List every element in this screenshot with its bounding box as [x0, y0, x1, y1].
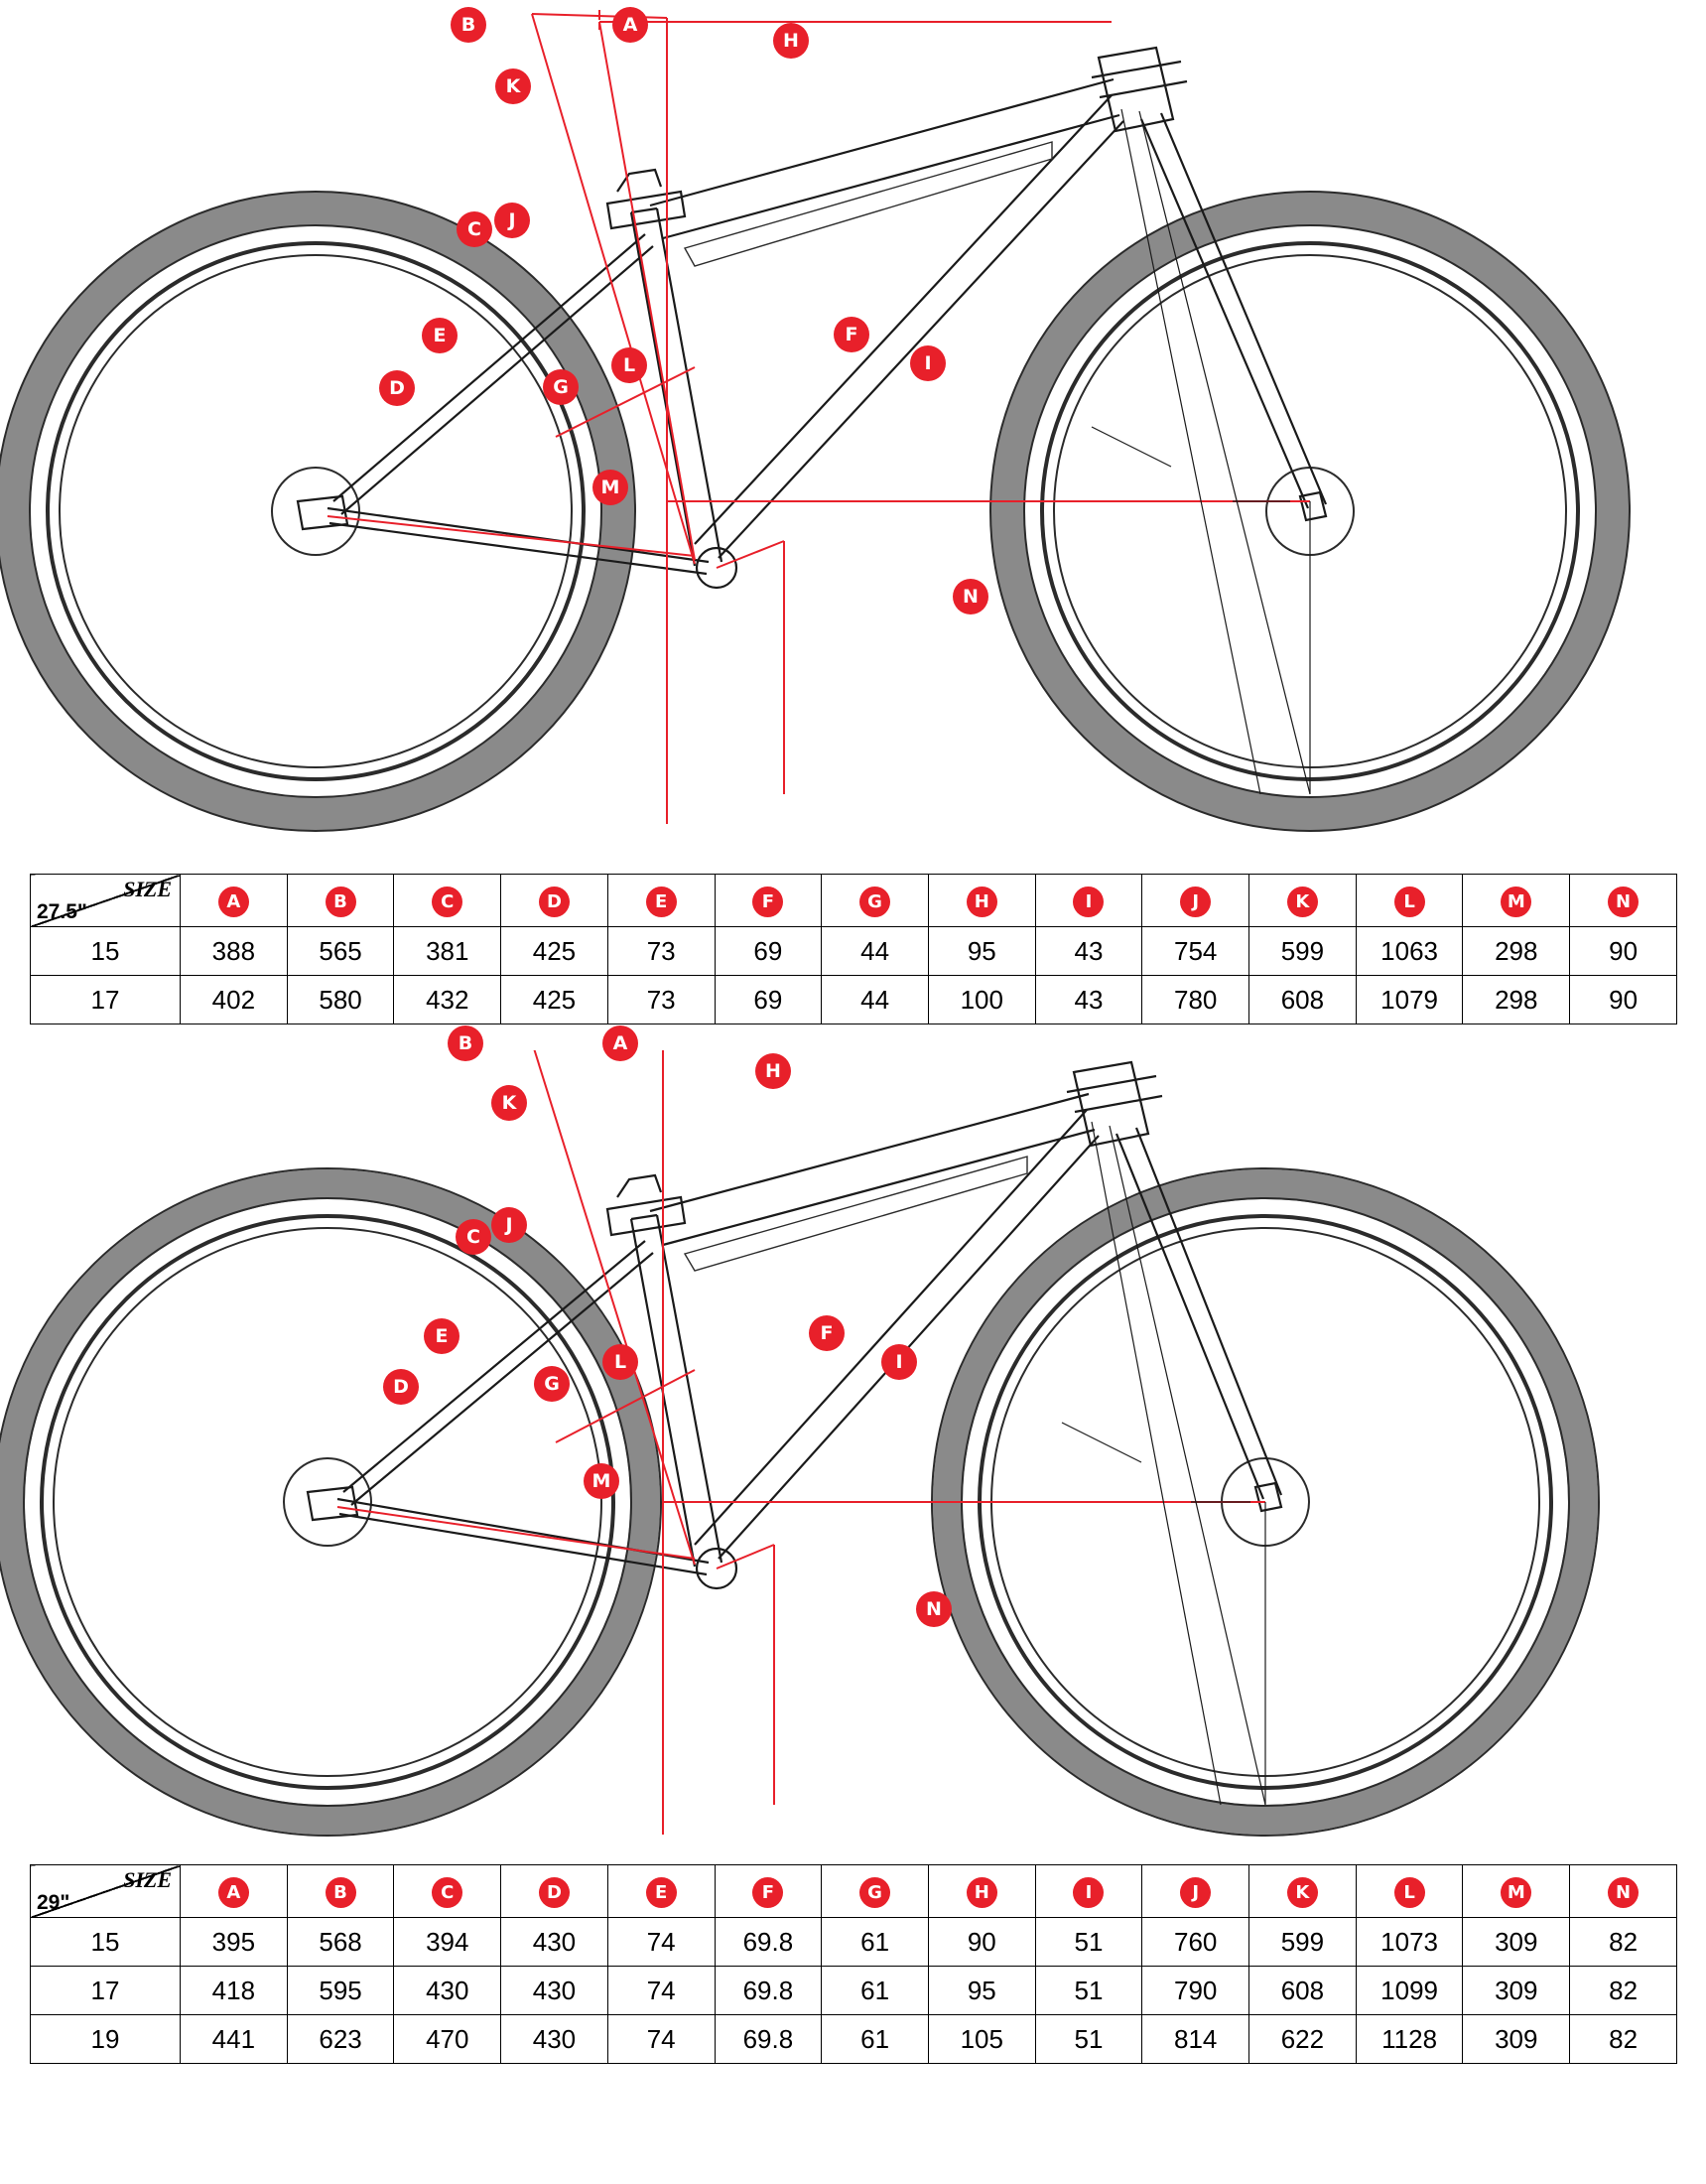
- callout-D: D: [380, 371, 414, 405]
- cell: 69.8: [715, 1918, 822, 1967]
- cell: 82: [1570, 1918, 1677, 1967]
- col-header-G: G: [822, 875, 929, 927]
- cell: 69: [715, 927, 822, 976]
- row-size: 15: [31, 1918, 181, 1967]
- measure-lines-275: [328, 10, 1310, 824]
- cell: 95: [928, 927, 1035, 976]
- cell: 95: [928, 1967, 1035, 2015]
- cell: 51: [1035, 1918, 1142, 1967]
- cell: 100: [928, 976, 1035, 1024]
- cell: 394: [394, 1918, 501, 1967]
- cell: 309: [1463, 1967, 1570, 2015]
- callout-N: N: [954, 580, 987, 614]
- col-header-F: F: [715, 1865, 822, 1918]
- col-header-G: G: [822, 1865, 929, 1918]
- section-spacer: [0, 1024, 1706, 1050]
- row-size: 15: [31, 927, 181, 976]
- cell: 425: [501, 976, 608, 1024]
- col-header-C: C: [394, 1865, 501, 1918]
- table-row: [31, 2015, 1677, 2064]
- col-header-L: L: [1356, 875, 1463, 927]
- geometry-section-275: [0, 0, 1706, 1024]
- bike-drawing-275: [0, 0, 1706, 874]
- geometry-table-29: [30, 1864, 1677, 2064]
- table-row: [31, 1918, 1677, 1967]
- geometry-section-29: [0, 1031, 1706, 2064]
- cell: 381: [394, 927, 501, 976]
- bike-diagram-29: [0, 1031, 1706, 1864]
- callout-H: H: [756, 1054, 790, 1088]
- cell: 565: [287, 927, 394, 976]
- col-header-H: H: [928, 875, 1035, 927]
- callout-D: D: [384, 1370, 418, 1404]
- cell: 608: [1249, 1967, 1357, 2015]
- callout-L: L: [612, 348, 646, 382]
- cell: 44: [822, 927, 929, 976]
- col-header-N: N: [1570, 1865, 1677, 1918]
- cell: 608: [1249, 976, 1357, 1024]
- cell: 599: [1249, 1918, 1357, 1967]
- cell: 1099: [1356, 1967, 1463, 2015]
- cell: 1073: [1356, 1918, 1463, 1967]
- cell: 441: [181, 2015, 288, 2064]
- bike-diagram-275: [0, 0, 1706, 874]
- cell: 73: [607, 927, 715, 976]
- callout-E: E: [425, 1319, 459, 1353]
- wheel-unit-label: 27.5": [37, 900, 87, 923]
- cell: 69: [715, 976, 822, 1024]
- row-size: 19: [31, 2015, 181, 2064]
- cell: 298: [1463, 976, 1570, 1024]
- cell: 430: [501, 1967, 608, 2015]
- cell: 74: [607, 1967, 715, 2015]
- cell: 623: [287, 2015, 394, 2064]
- cell: 1079: [1356, 976, 1463, 1024]
- table-header-row: [31, 1865, 1677, 1918]
- cell: 51: [1035, 1967, 1142, 2015]
- cell: 760: [1142, 1918, 1249, 1967]
- callout-I: I: [911, 346, 945, 380]
- callout-N: N: [917, 1592, 951, 1626]
- size-label: SIZE: [123, 877, 172, 901]
- cell: 90: [928, 1918, 1035, 1967]
- frame-outline-275: [298, 48, 1326, 588]
- bike-drawing-29: [0, 1050, 1706, 1864]
- cell: 90: [1570, 976, 1677, 1024]
- col-header-M: M: [1463, 1865, 1570, 1918]
- callout-A: A: [603, 1026, 637, 1060]
- cell: 568: [287, 1918, 394, 1967]
- col-header-D: D: [501, 1865, 608, 1918]
- col-header-I: I: [1035, 875, 1142, 927]
- cell: 74: [607, 1918, 715, 1967]
- cell: 1063: [1356, 927, 1463, 976]
- col-header-K: K: [1249, 1865, 1357, 1918]
- cell: 430: [501, 2015, 608, 2064]
- measure-lines-29: [337, 1050, 1265, 1835]
- col-header-N: N: [1570, 875, 1677, 927]
- col-header-D: D: [501, 875, 608, 927]
- callout-E: E: [423, 319, 457, 352]
- cell: 61: [822, 2015, 929, 2064]
- cell: 105: [928, 2015, 1035, 2064]
- table-row: [31, 976, 1677, 1024]
- callout-B: B: [452, 8, 485, 42]
- col-header-E: E: [607, 875, 715, 927]
- col-header-K: K: [1249, 875, 1357, 927]
- cell: 1128: [1356, 2015, 1463, 2064]
- row-size: 17: [31, 976, 181, 1024]
- cell: 780: [1142, 976, 1249, 1024]
- cell: 74: [607, 2015, 715, 2064]
- cell: 43: [1035, 927, 1142, 976]
- cell: 580: [287, 976, 394, 1024]
- cell: 814: [1142, 2015, 1249, 2064]
- callout-M: M: [585, 1464, 618, 1498]
- cell: 90: [1570, 927, 1677, 976]
- cell: 388: [181, 927, 288, 976]
- cell: 622: [1249, 2015, 1357, 2064]
- col-header-E: E: [607, 1865, 715, 1918]
- cell: 298: [1463, 927, 1570, 976]
- col-header-A: A: [181, 875, 288, 927]
- callout-K: K: [496, 69, 530, 103]
- cell: 470: [394, 2015, 501, 2064]
- cell: 595: [287, 1967, 394, 2015]
- cell: 61: [822, 1918, 929, 1967]
- callout-L: L: [603, 1345, 637, 1379]
- callout-G: G: [544, 370, 578, 404]
- cell: 432: [394, 976, 501, 1024]
- callout-H: H: [774, 24, 808, 58]
- callout-A: A: [613, 8, 647, 42]
- callout-F: F: [835, 318, 868, 351]
- cell: 82: [1570, 2015, 1677, 2064]
- cell: 418: [181, 1967, 288, 2015]
- size-header-cell: [31, 1865, 181, 1918]
- col-header-J: J: [1142, 1865, 1249, 1918]
- col-header-B: B: [287, 875, 394, 927]
- cell: 69.8: [715, 1967, 822, 2015]
- rear-wheel-29: [0, 1168, 661, 1836]
- cell: 430: [394, 1967, 501, 2015]
- callout-J: J: [492, 1208, 526, 1242]
- callout-M: M: [593, 471, 627, 504]
- col-header-H: H: [928, 1865, 1035, 1918]
- cell: 82: [1570, 1967, 1677, 2015]
- col-header-L: L: [1356, 1865, 1463, 1918]
- col-header-C: C: [394, 875, 501, 927]
- table-row: [31, 1967, 1677, 2015]
- col-header-A: A: [181, 1865, 288, 1918]
- cell: 395: [181, 1918, 288, 1967]
- rear-wheel-275: [0, 192, 635, 831]
- cell: 402: [181, 976, 288, 1024]
- cell: 43: [1035, 976, 1142, 1024]
- callout-C: C: [458, 212, 491, 246]
- cell: 73: [607, 976, 715, 1024]
- size-label: SIZE: [123, 1867, 172, 1892]
- cell: 51: [1035, 2015, 1142, 2064]
- cell: 430: [501, 1918, 608, 1967]
- col-header-M: M: [1463, 875, 1570, 927]
- cell: 599: [1249, 927, 1357, 976]
- callout-J: J: [495, 204, 529, 237]
- cell: 754: [1142, 927, 1249, 976]
- cell: 425: [501, 927, 608, 976]
- cell: 61: [822, 1967, 929, 2015]
- cell: 44: [822, 976, 929, 1024]
- geometry-table-275: [30, 874, 1677, 1024]
- callout-F: F: [810, 1316, 844, 1350]
- cell: 69.8: [715, 2015, 822, 2064]
- callout-G: G: [535, 1367, 569, 1401]
- callout-K: K: [492, 1086, 526, 1120]
- cell: 790: [1142, 1967, 1249, 2015]
- cell: 309: [1463, 2015, 1570, 2064]
- table-row: [31, 927, 1677, 976]
- row-size: 17: [31, 1967, 181, 2015]
- size-header-cell: [31, 875, 181, 927]
- col-header-J: J: [1142, 875, 1249, 927]
- callout-B: B: [449, 1026, 482, 1060]
- col-header-I: I: [1035, 1865, 1142, 1918]
- callout-C: C: [457, 1220, 490, 1254]
- table-header-row: [31, 875, 1677, 927]
- col-header-F: F: [715, 875, 822, 927]
- col-header-B: B: [287, 1865, 394, 1918]
- callout-I: I: [882, 1345, 916, 1379]
- cell: 309: [1463, 1918, 1570, 1967]
- wheel-unit-label: 29": [37, 1891, 70, 1914]
